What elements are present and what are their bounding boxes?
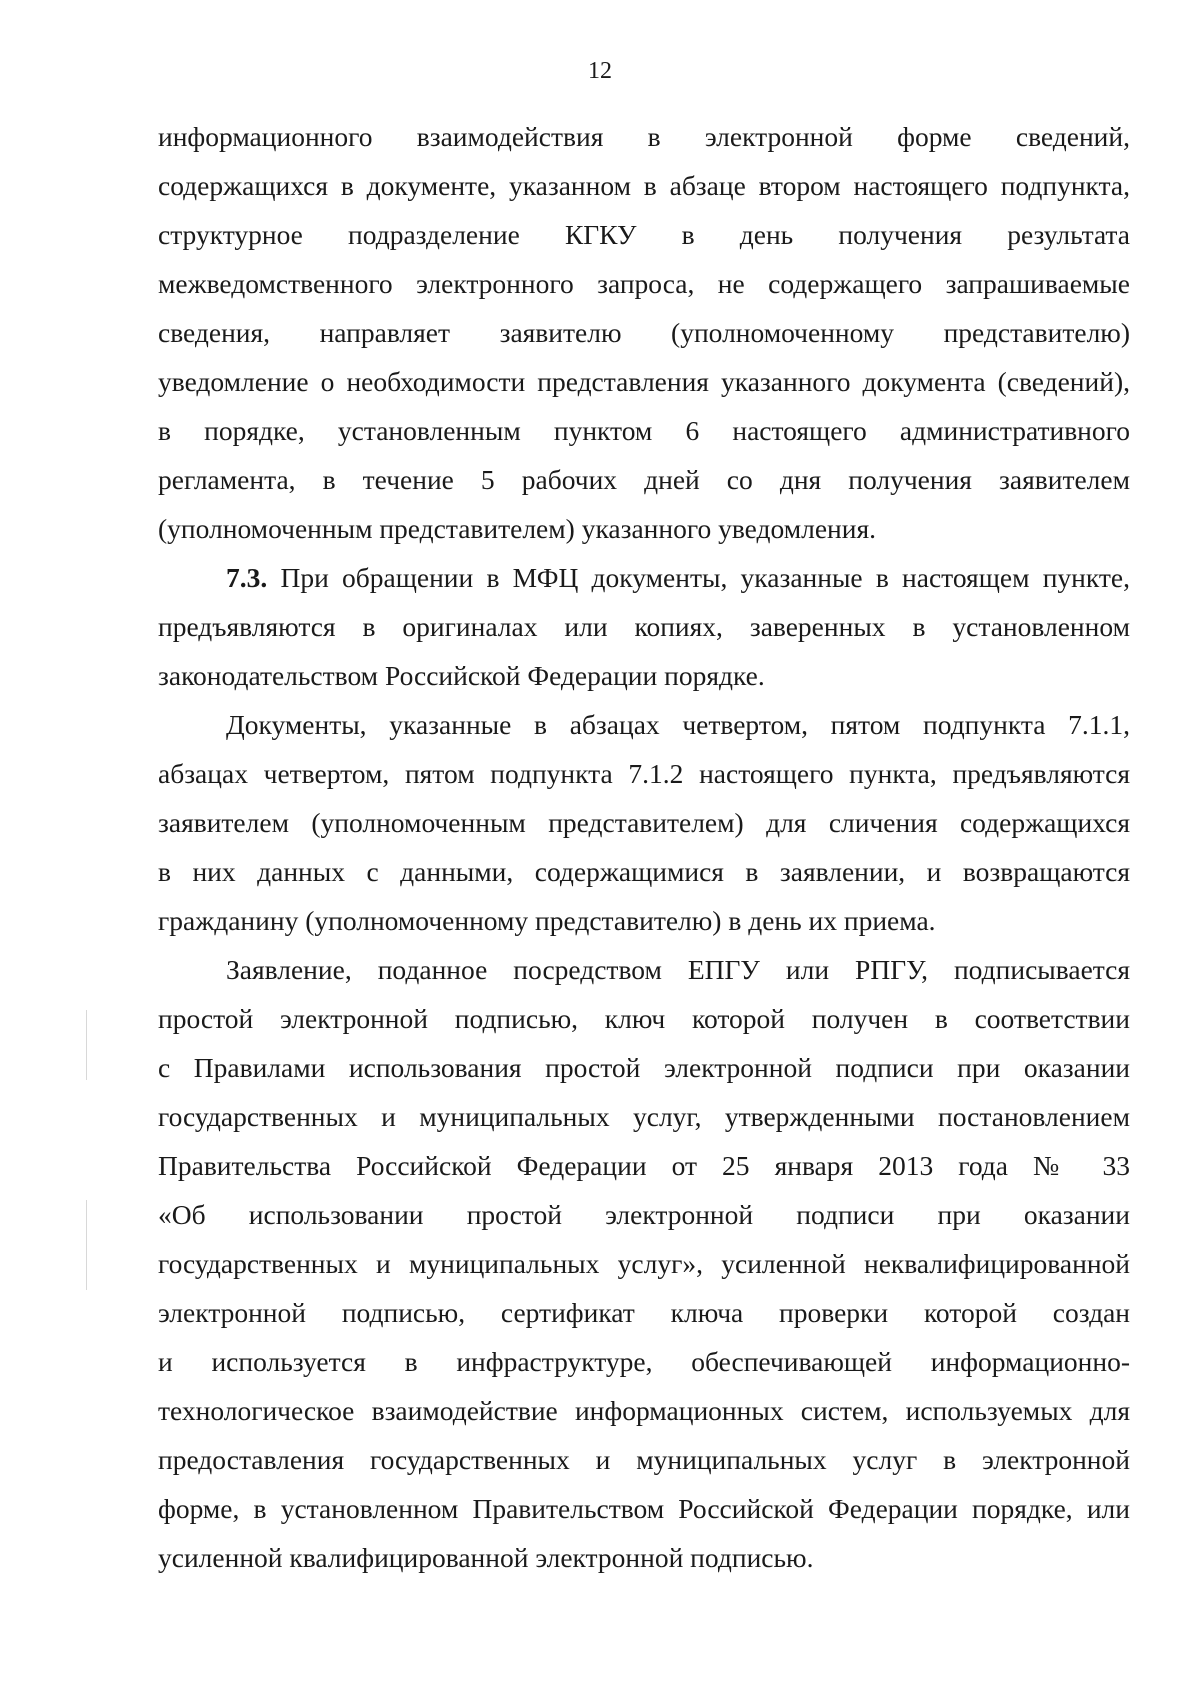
text-line: регламента, в течение 5 рабочих дней со дня получения заявителем (158, 464, 1130, 495)
text-line: государственных и муниципальных услуг», усиленной неквалифицированной (158, 1248, 1130, 1279)
document-body (158, 112, 1130, 1582)
text-line: заявителем (уполномоченным представителем) для сличения содержащихся (158, 807, 1130, 838)
text-line: технологическое взаимодействие информационных систем, используемых для (158, 1395, 1130, 1426)
text-line: электронной подписью, сертификат ключа проверки которой создан (158, 1297, 1130, 1328)
page-number: 12 (588, 58, 612, 84)
text-line: Заявление, поданное посредством ЕПГУ или РПГУ, подписывается (226, 954, 1130, 985)
text-line: усиленной квалифицированной электронной подписью. (158, 1542, 814, 1573)
paragraph-7-3 (158, 553, 1130, 700)
text-line: уведомление о необходимости представления указанного документа (сведений), (158, 366, 1130, 397)
text-line: Правительства Российской Федерации от 25 января 2013 года № 33 (158, 1150, 1130, 1181)
text-line: в порядке, установленным пунктом 6 настоящего административного (158, 415, 1130, 446)
text-line: информационного взаимодействия в электронной форме сведений, (158, 121, 1130, 152)
text-line: и используется в инфраструктуре, обеспечивающей информационно- (158, 1346, 1130, 1377)
text-line: с Правилами использования простой электронной подписи при оказании (158, 1052, 1130, 1083)
text-line (158, 553, 1130, 602)
text-line: предоставления государственных и муниципальных услуг в электронной (158, 1444, 1130, 1475)
text-line: абзацах четвертом, пятом подпункта 7.1.2 настоящего пункта, предъявляются (158, 758, 1130, 789)
text-line: межведомственного электронного запроса, не содержащего запрашиваемые (158, 268, 1130, 299)
text-line: содержащихся в документе, указанном в абзаце втором настоящего подпункта, (158, 170, 1130, 201)
text-line: (уполномоченным представителем) указанного уведомления. (158, 513, 876, 544)
clause-number: 7.3. (226, 562, 268, 593)
paragraph-application (158, 945, 1130, 1582)
paragraph-1 (158, 112, 1130, 553)
text-line: государственных и муниципальных услуг, утвержденными постановлением (158, 1101, 1130, 1132)
text-line: сведения, направляет заявителю (уполномоченному представителю) (158, 317, 1130, 348)
text-line: простой электронной подписью, ключ которой получен в соответствии (158, 1003, 1130, 1034)
text-line-content: При обращении в МФЦ документы, указанные в настоящем пункте, (267, 562, 1130, 593)
text-line: форме, в установленном Правительством Российской Федерации порядке, или (158, 1493, 1130, 1524)
text-line: в них данных с данными, содержащимися в заявлении, и возвращаются (158, 856, 1130, 887)
text-line: Документы, указанные в абзацах четвертом, пятом подпункта 7.1.1, (226, 709, 1130, 740)
paragraph-documents (158, 700, 1130, 945)
text-line: «Об использовании простой электронной подписи при оказании (158, 1199, 1130, 1230)
text-line: предъявляются в оригиналах или копиях, заверенных в установленном (158, 611, 1130, 642)
scan-margin-mark (86, 1010, 87, 1080)
scan-margin-mark (86, 1200, 87, 1290)
text-line: гражданину (уполномоченному представителю) в день их приема. (158, 905, 936, 936)
text-line: структурное подразделение КГКУ в день получения результата (158, 219, 1130, 250)
text-line: законодательством Российской Федерации порядке. (158, 660, 765, 691)
